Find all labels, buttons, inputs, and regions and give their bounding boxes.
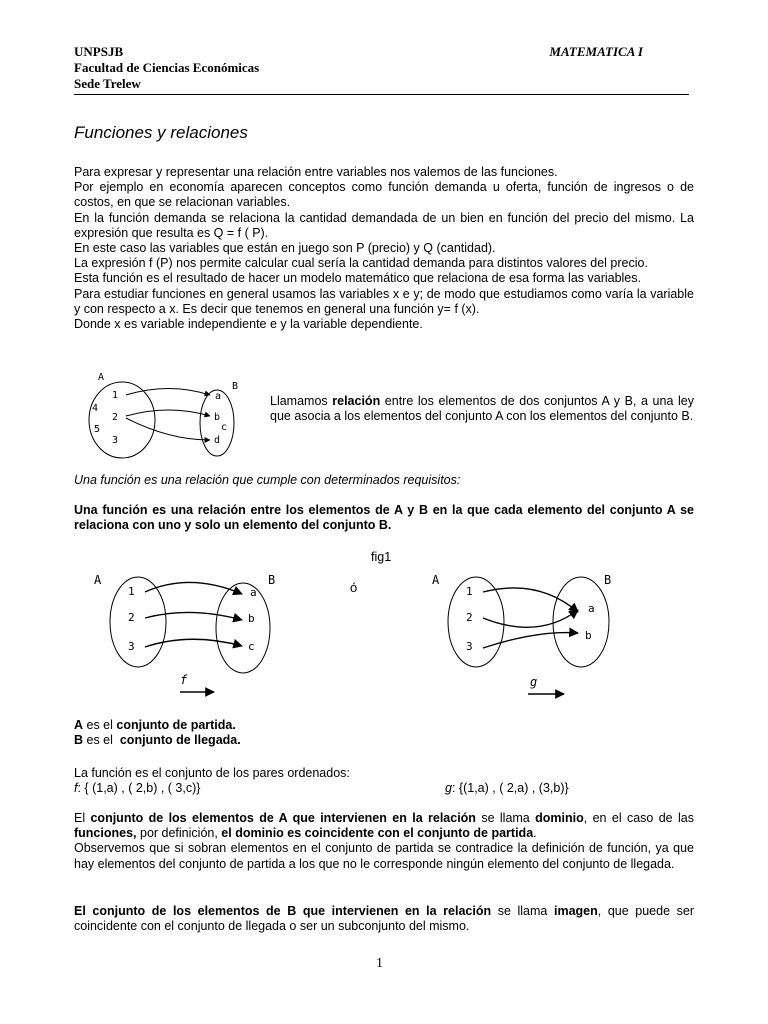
set-b-term: conjunto de llegada.	[119, 733, 241, 748]
bold-run: conjunto de los elementos de A que intervienen en la relación	[90, 811, 476, 825]
text-run: , que puede ser coincidente con el conjunto de llegada o ser un subconjunto del mismo.	[74, 904, 694, 934]
arrow-2-b	[126, 410, 210, 416]
relation-text: entre los elementos de dos conjuntos A y B, a una ley que asocia a los elementos del conjunto A con los elementos del conjunto B.	[270, 394, 694, 424]
or-separator: ó	[350, 580, 358, 595]
element-5: 5	[94, 424, 101, 435]
set-b-ellipse	[216, 583, 270, 673]
set-b-label: B	[604, 573, 612, 587]
set-a-label: A	[432, 573, 440, 587]
intro-line: En la función demanda se relaciona la cantidad demandada de un bien en función del precio del mismo. La expresión que resulta es Q = f ( P).	[74, 210, 694, 240]
text-run: , en el caso de las	[583, 811, 694, 825]
element-a: a	[250, 586, 257, 599]
intro-line: En este caso las variables que están en juego son P (precio) y Q (cantidad).	[74, 241, 496, 256]
arrow-3-c	[145, 639, 242, 647]
intro-line: Para estudiar funciones en general usamos las variables x e y; de modo que estudiamos como varía la variable y con respecto a x. Es decir que tenemos en general una función y= f (x).	[74, 286, 694, 316]
header-institution	[74, 44, 259, 92]
element-c: c	[248, 640, 255, 653]
relation-diagram	[84, 368, 259, 463]
relation-text: Llamamos	[270, 394, 333, 408]
image-paragraph	[74, 904, 694, 934]
set-b-ellipse	[553, 577, 609, 667]
set-b-label: B	[268, 573, 276, 587]
set-a-definition	[74, 718, 694, 733]
element-1: 1	[466, 585, 473, 598]
pairs-g	[445, 781, 569, 795]
intro-paragraph	[74, 165, 694, 332]
text-run: El	[74, 811, 91, 825]
set-a-ellipse	[89, 382, 155, 458]
set-a-ellipse	[110, 577, 166, 667]
relation-term: relación	[332, 394, 381, 408]
bold-run: imagen	[553, 904, 598, 918]
function-g-diagram	[428, 570, 633, 705]
set-a-label: A	[94, 573, 102, 587]
element-3: 3	[466, 640, 473, 653]
element-a: a	[215, 391, 222, 402]
arrow-2-a	[483, 610, 578, 627]
domain-note: Observemos que si sobran elementos en el conjunto de partida se contradice la definición de función, ya que hay elementos del conjunto de partida a los que no le corresponde ningún elemento del conjunto de llegada.	[74, 841, 694, 871]
element-1: 1	[112, 390, 119, 401]
text-run: .	[533, 826, 537, 841]
element-2: 2	[466, 611, 473, 624]
function-g-name: g	[445, 781, 452, 795]
figure-label: fig1	[371, 550, 392, 564]
set-a-term: conjunto de partida.	[116, 718, 236, 732]
element-d: d	[214, 435, 221, 446]
arrow-1-a	[483, 588, 578, 612]
function-f-pairs: : { (1,a) , ( 2,b) , ( 3,c)}	[77, 781, 201, 795]
element-b: b	[585, 629, 592, 642]
faculty-name: Facultad de Ciencias Económicas	[74, 60, 260, 75]
text-run: se llama	[475, 811, 536, 825]
set-a-label: A	[98, 372, 105, 383]
arrow-1-a	[126, 389, 210, 396]
relation-definition	[270, 394, 694, 424]
sets-definition	[74, 718, 694, 748]
domain-paragraph	[74, 811, 694, 872]
set-b-definition	[74, 733, 694, 748]
intro-line: Por ejemplo en economía aparecen conceptos como función demanda u oferta, función de ingresos o de costos, en que se relacionan variables.	[74, 180, 694, 210]
bold-run: El conjunto de los elementos de B que intervienen en la relación	[74, 904, 492, 918]
function-f-diagram	[90, 570, 300, 705]
function-intro: Una función es una relación que cumple con determinados requisitos:	[74, 473, 461, 487]
pairs-f	[74, 781, 200, 795]
function-f-name: f	[74, 781, 78, 795]
bold-run: funciones,	[74, 826, 137, 841]
arrow-3-b	[483, 633, 578, 648]
element-c: c	[221, 422, 228, 433]
text-run: por definición,	[136, 826, 222, 841]
intro-line: Para expresar y representar una relación entre variables nos valemos de las funciones.	[74, 165, 558, 179]
element-2: 2	[128, 611, 135, 624]
bold-run: dominio	[535, 811, 584, 825]
element-2: 2	[112, 412, 119, 423]
page-number: 1	[376, 956, 383, 971]
connector-text: es el	[83, 718, 117, 732]
element-b: b	[214, 412, 221, 423]
set-a-letter: A	[74, 718, 84, 732]
element-4: 4	[92, 403, 99, 414]
set-b-letter: B	[74, 733, 84, 748]
element-3: 3	[112, 435, 119, 446]
bold-run: el dominio es coincidente con el conjunto de partida	[221, 826, 534, 841]
arrow-2-b	[145, 612, 242, 620]
intro-line: Esta función es el resultado de hacer un modelo matemático que relaciona de esa forma las variables.	[74, 271, 641, 286]
pairs-intro: La función es el conjunto de los pares ordenados:	[74, 766, 350, 780]
domain-definition	[74, 811, 694, 841]
function-definition: Una función es una relación entre los elementos de A y B en la que cada elemento del conjunto A se relaciona con uno y solo un elemento del conjunto B.	[74, 503, 694, 533]
header-divider	[74, 94, 689, 95]
connector-text: es el	[83, 733, 120, 748]
element-a: a	[588, 602, 595, 615]
function-name-g: g	[530, 675, 538, 689]
university-name: UNPSJB	[74, 44, 124, 59]
course-name: MATEMATICA I	[549, 44, 643, 59]
text-run: se llama	[491, 904, 554, 918]
function-g-pairs: : {(1,a) , ( 2,a) , (3,b)}	[451, 781, 569, 795]
element-1: 1	[128, 585, 135, 598]
intro-line: Donde x es variable independiente e y la variable dependiente.	[74, 317, 423, 332]
arrow-2-d	[126, 418, 210, 440]
element-b: b	[248, 612, 255, 625]
set-b-label: B	[232, 381, 239, 392]
page-title: Funciones y relaciones	[74, 123, 248, 142]
function-name-f: f	[180, 673, 188, 687]
intro-line: La expresión f (P) nos permite calcular cual sería la cantidad demanda para distintos valores del precio.	[74, 256, 648, 271]
campus-name: Sede Trelew	[74, 76, 141, 91]
element-3: 3	[128, 640, 135, 653]
